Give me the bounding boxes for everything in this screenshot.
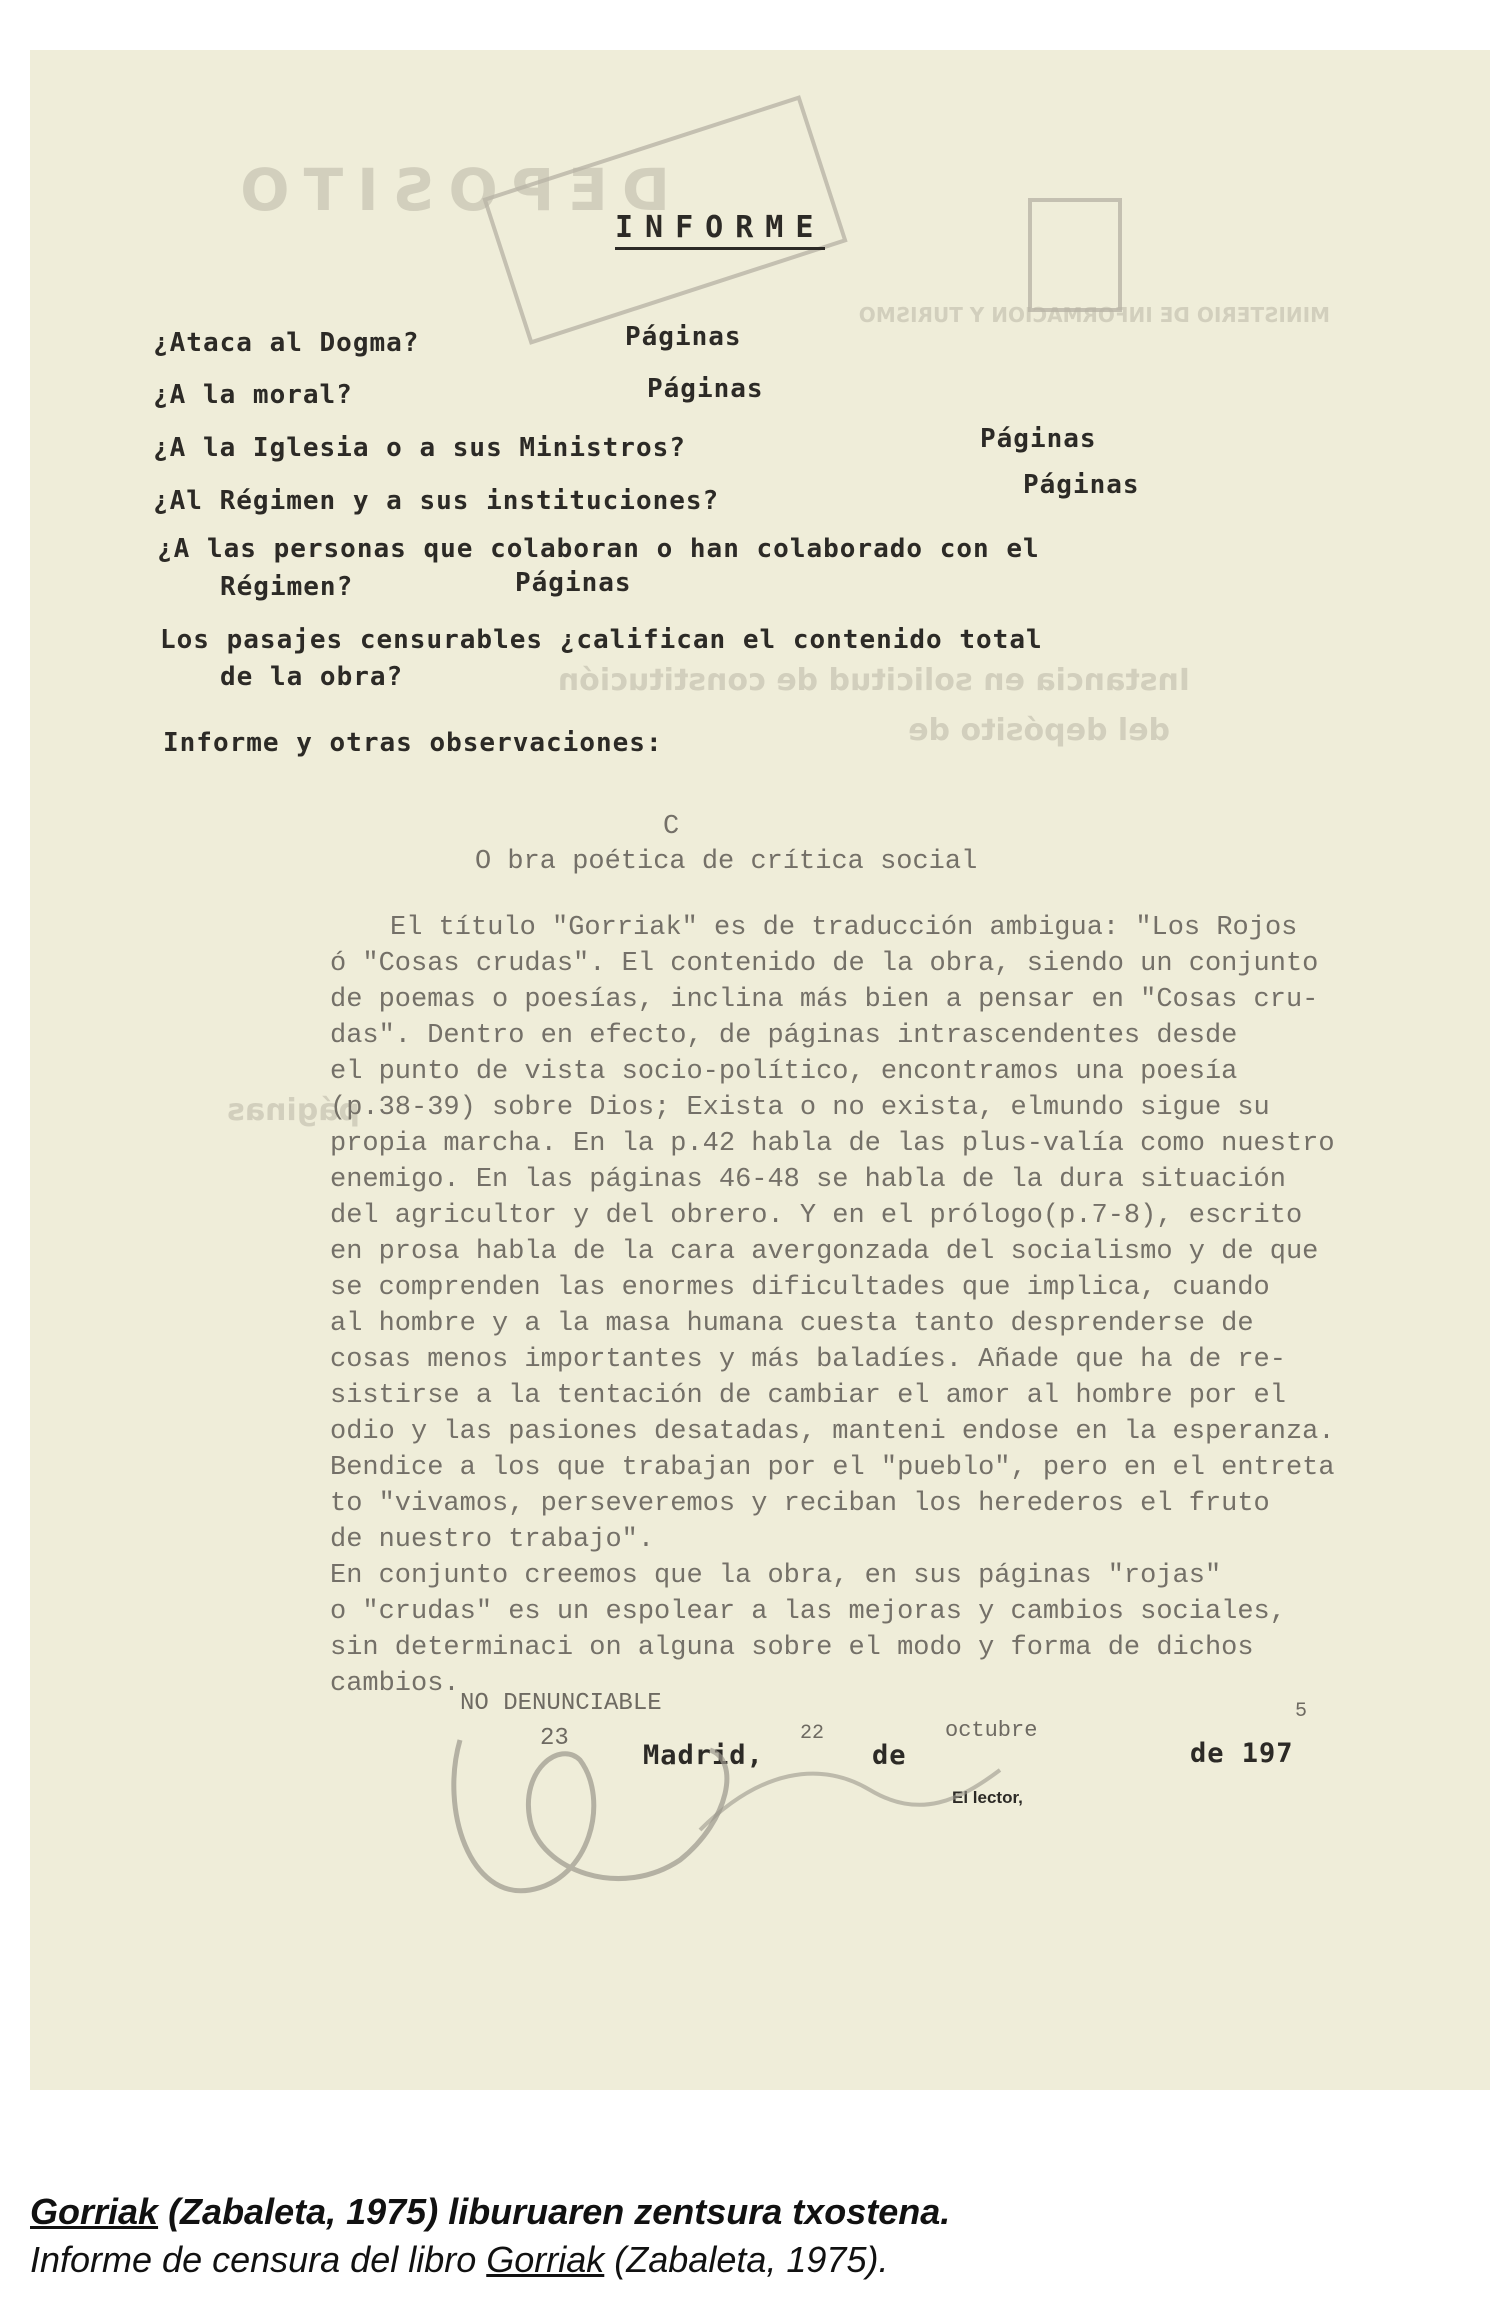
question-personas: ¿A las personas que colaboran o han colaborado con el: [157, 534, 1040, 564]
day-typed: 23: [540, 1725, 569, 1752]
report-line: sistirse a la tentación de cambiar el amor al hombre por el: [330, 1381, 1286, 1411]
report-line: Bendice a los que trabajan por el "pueblo", pero en el entreta: [330, 1453, 1335, 1483]
report-line: En conjunto creemos que la obra, en sus páginas "rojas": [330, 1561, 1222, 1591]
report-line: propia marcha. En la p.42 habla de las plus-valía como nuestro: [330, 1129, 1335, 1159]
report-line: sin determinaci on alguna sobre el modo y forma de dichos: [330, 1633, 1254, 1663]
question-pasajes-cont: de la obra?: [220, 662, 404, 692]
caption-line1: (Zabaleta, 1975) liburuaren zentsura txostena.: [158, 2191, 951, 2232]
report-line: se comprenden las enormes dificultades que implica, cuando: [330, 1273, 1270, 1303]
day-hand: 22: [800, 1722, 825, 1745]
report-line: al hombre y a la masa humana cuesta tanto desprenderse de: [330, 1309, 1254, 1339]
caption-line2-pre: Informe de censura del libro: [30, 2239, 487, 2280]
report-line: El título "Gorriak" es de traducción ambigua: "Los Rojos: [390, 913, 1298, 943]
bleed-instancia: Instancia en solicitud de constitución: [557, 663, 1190, 698]
verdict-stamp: NO DENUNCIABLE: [460, 1690, 662, 1717]
date-de: de: [872, 1740, 907, 1771]
faint-crest: [1030, 200, 1120, 310]
bleed-deposito: DEPOSITO: [226, 156, 670, 224]
report-line: el punto de vista socio-político, encontramos una poesía: [330, 1057, 1238, 1087]
question-personas-cont: Régimen?: [220, 572, 354, 602]
date-year: de 197: [1190, 1738, 1294, 1769]
caption-line2-post: (Zabaleta, 1975).: [604, 2239, 889, 2280]
question-regimen: ¿Al Régimen y a sus instituciones?: [153, 486, 720, 516]
report-line: to "vivamos, perseveremos y reciban los herederos el fruto: [330, 1489, 1270, 1519]
report-line: de nuestro trabajo".: [330, 1525, 655, 1555]
report-line: odio y las pasiones desatadas, manteni endose en la esperanza.: [330, 1417, 1335, 1447]
form-title: INFORME: [615, 210, 825, 250]
report-line: en prosa habla de la cara avergonzada del socialismo y de que: [330, 1237, 1319, 1267]
report-line: de poemas o poesías, inclina más bien a pensar en "Cosas cru-: [330, 985, 1319, 1015]
figure-caption: [30, 2188, 950, 2284]
question-pasajes: Los pasajes censurables ¿califican el contenido total: [160, 625, 1043, 655]
caption-book-title-es: Gorriak: [486, 2239, 605, 2280]
bleed-paginas: páginas: [227, 1093, 360, 1128]
report-body: [330, 910, 1490, 1702]
observations-label: Informe y otras observaciones:: [163, 728, 663, 758]
signer-label: El lector,: [952, 1788, 1023, 1807]
pages-dogma: Páginas: [625, 322, 742, 352]
report-line: (p.38-39) sobre Dios; Exista o no exista, elmundo sigue su: [330, 1093, 1270, 1123]
report-line: cosas menos importantes y más baladíes. Añade que ha de re-: [330, 1345, 1286, 1375]
heading-mark: C: [663, 812, 680, 842]
report-line: ó "Cosas crudas". El contenido de la obra, siendo un conjunto: [330, 949, 1319, 979]
bleed-ministerio: MINISTERIO DE INFORMACION Y TURISMO: [858, 303, 1330, 327]
year-digit: 5: [1295, 1700, 1308, 1723]
question-dogma: ¿Ataca al Dogma?: [153, 328, 420, 358]
report-heading: O bra poética de crítica social: [475, 847, 978, 877]
scanned-document: [30, 50, 1490, 2090]
question-moral: ¿A la moral?: [153, 380, 353, 410]
pages-regimen: Páginas: [1023, 470, 1140, 500]
question-iglesia: ¿A la Iglesia o a sus Ministros?: [153, 433, 686, 463]
report-line: das". Dentro en efecto, de páginas intrascendentes desde: [330, 1021, 1238, 1051]
caption-book-title-eu: Gorriak: [30, 2191, 159, 2232]
pages-iglesia: Páginas: [980, 424, 1097, 454]
report-line: enemigo. En las páginas 46-48 se habla de la dura situación: [330, 1165, 1286, 1195]
bleed-deposito2: del depósito de: [908, 713, 1170, 748]
report-line: cambios.: [330, 1669, 460, 1699]
report-line: del agricultor y del obrero. Y en el prólogo(p.7-8), escrito: [330, 1201, 1303, 1231]
pages-personas: Páginas: [515, 568, 632, 598]
month: octubre: [945, 1718, 1038, 1743]
place-madrid: Madrid,: [643, 1740, 764, 1771]
report-line: o "crudas" es un espolear a las mejoras y cambios sociales,: [330, 1597, 1286, 1627]
pages-moral: Páginas: [647, 374, 764, 404]
